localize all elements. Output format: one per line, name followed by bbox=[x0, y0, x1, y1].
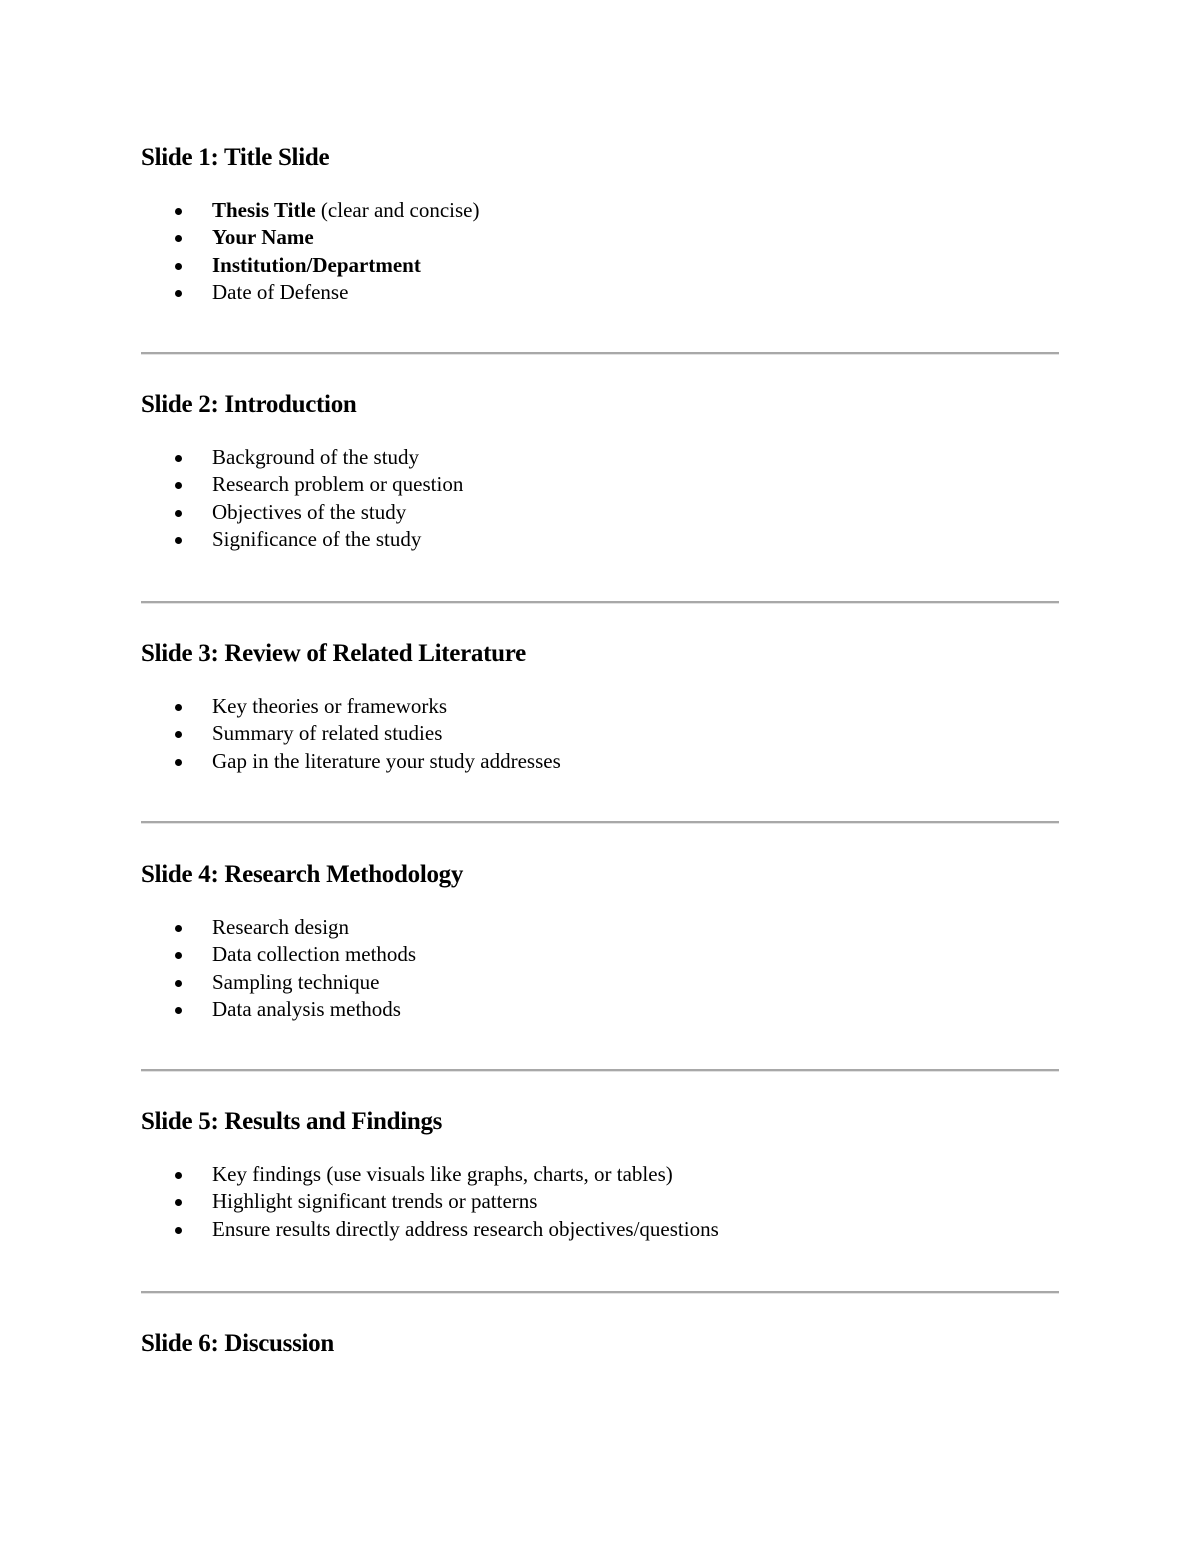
bullet-icon bbox=[175, 731, 182, 738]
list-item bbox=[141, 1188, 1059, 1215]
section-slide-6 bbox=[141, 1329, 1059, 1359]
bullet-icon bbox=[175, 235, 182, 242]
list-item bbox=[141, 471, 1059, 498]
bullet-icon bbox=[175, 952, 182, 959]
item-bold-text: Institution/Department bbox=[212, 252, 421, 277]
bullet-list bbox=[141, 1161, 1059, 1243]
item-text: (clear and concise) bbox=[315, 198, 480, 222]
list-item bbox=[141, 914, 1059, 941]
section-slide-2 bbox=[141, 390, 1059, 553]
bullet-icon bbox=[175, 455, 182, 462]
item-text: Data analysis methods bbox=[212, 996, 401, 1021]
item-text: Objectives of the study bbox=[212, 499, 407, 524]
item-text: Summary of related studies bbox=[212, 721, 443, 746]
list-item bbox=[141, 224, 1059, 251]
item-text: Research design bbox=[212, 915, 350, 939]
bullet-icon bbox=[175, 925, 182, 932]
item-text: Highlight significant trends or patterns bbox=[212, 1189, 538, 1214]
horizontal-rule bbox=[141, 601, 1059, 604]
list-item bbox=[141, 499, 1059, 526]
bullet-icon bbox=[175, 510, 182, 517]
list-item bbox=[141, 941, 1059, 968]
item-text: Sampling technique bbox=[212, 969, 380, 994]
bullet-icon bbox=[175, 1172, 182, 1179]
bullet-icon bbox=[175, 704, 182, 711]
section-heading: Slide 4: Research Methodology bbox=[141, 861, 464, 888]
section-slide-4 bbox=[141, 860, 1059, 1023]
bullet-icon bbox=[175, 208, 182, 215]
item-text: Ensure results directly address research objectives/questions bbox=[212, 1216, 719, 1241]
bullet-list bbox=[141, 693, 1059, 775]
horizontal-rule bbox=[141, 1291, 1059, 1294]
section-heading: Slide 2: Introduction bbox=[141, 391, 357, 418]
item-text: Key findings (use visuals like graphs, charts, or tables) bbox=[212, 1162, 673, 1186]
item-text: Gap in the literature your study addresses bbox=[212, 748, 561, 773]
horizontal-rule bbox=[141, 352, 1059, 355]
list-item bbox=[141, 1161, 1059, 1188]
bullet-list bbox=[141, 197, 1059, 306]
item-text: Significance of the study bbox=[212, 526, 422, 551]
bullet-icon bbox=[175, 1227, 182, 1234]
list-item bbox=[141, 693, 1059, 720]
item-text: Date of Defense bbox=[212, 279, 349, 304]
list-item bbox=[141, 969, 1059, 996]
bullet-list bbox=[141, 914, 1059, 1023]
list-item bbox=[141, 279, 1059, 306]
bullet-icon bbox=[175, 759, 182, 766]
bullet-list bbox=[141, 444, 1059, 553]
list-item bbox=[141, 197, 1059, 224]
list-item bbox=[141, 748, 1059, 775]
list-item bbox=[141, 444, 1059, 471]
section-heading: Slide 5: Results and Findings bbox=[141, 1108, 443, 1135]
horizontal-rule bbox=[141, 1069, 1059, 1072]
bullet-icon bbox=[175, 1007, 182, 1014]
list-item bbox=[141, 720, 1059, 747]
list-item bbox=[141, 996, 1059, 1023]
item-bold-text: Thesis Title bbox=[212, 198, 316, 222]
list-item bbox=[141, 252, 1059, 279]
list-item bbox=[141, 1216, 1059, 1243]
section-heading: Slide 1: Title Slide bbox=[141, 144, 330, 171]
section-slide-5 bbox=[141, 1107, 1059, 1243]
section-heading: Slide 3: Review of Related Literature bbox=[141, 640, 526, 667]
bullet-icon bbox=[175, 290, 182, 297]
section-slide-1 bbox=[141, 143, 1059, 306]
horizontal-rule bbox=[141, 821, 1059, 824]
item-text: Research problem or question bbox=[212, 472, 464, 497]
item-text: Key theories or frameworks bbox=[212, 694, 447, 718]
bullet-icon bbox=[175, 1199, 182, 1206]
bullet-icon bbox=[175, 980, 182, 987]
bullet-icon bbox=[175, 482, 182, 489]
section-slide-3 bbox=[141, 639, 1059, 775]
bullet-icon bbox=[175, 263, 182, 270]
bullet-icon bbox=[175, 537, 182, 544]
section-heading: Slide 6: Discussion bbox=[141, 1330, 334, 1357]
list-item bbox=[141, 526, 1059, 553]
item-text: Background of the study bbox=[212, 445, 420, 469]
item-bold-text: Your Name bbox=[212, 225, 314, 250]
item-text: Data collection methods bbox=[212, 942, 417, 967]
